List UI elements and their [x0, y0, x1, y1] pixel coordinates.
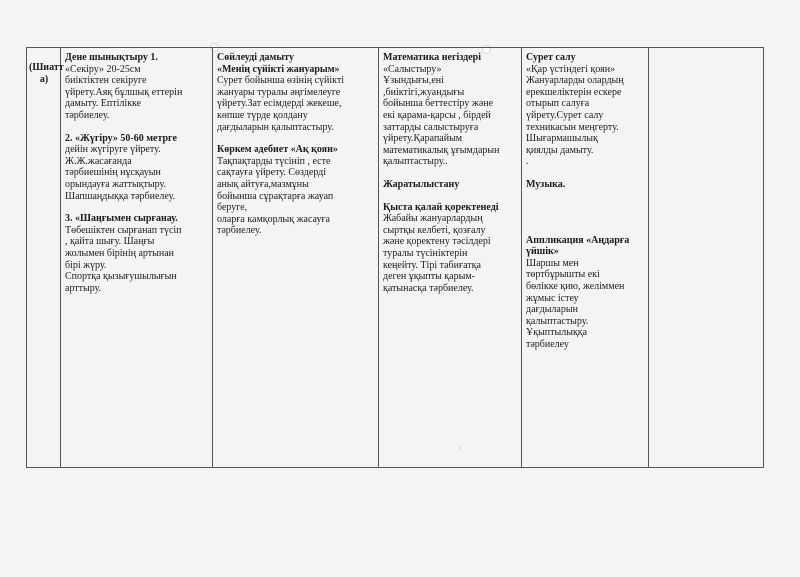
cell-text-line: жолымен бірінің артынан — [65, 247, 175, 259]
mathematics-cell — [378, 48, 521, 294]
cell-text-line: қатынасқа тәрбиелеу. — [383, 282, 474, 294]
cell-text-line: дамыту. Ептілікке — [65, 98, 142, 110]
cell-text-line: үйрету.Сурет салу — [526, 109, 604, 121]
physical-education-cell — [60, 48, 212, 294]
cell-heading: Дене шынықтыру 1. — [65, 52, 158, 63]
cell-text-line: Спортқа қызығушылығын — [65, 271, 177, 283]
day-label: (Шиатт а) — [29, 62, 64, 85]
cell-text-line: қалыптастыру.. — [383, 156, 448, 168]
line-spacer — [526, 202, 645, 213]
cell-text-line: тәрбиешінің нұсқауын — [65, 167, 161, 179]
cell-text-line: қиялды дамыту. — [526, 144, 594, 156]
cell-text-line: бірі жүру. — [65, 259, 107, 271]
cell-text-line: арттыру. — [65, 282, 102, 294]
cell-text-line: Ж.Ж.жасағанда — [65, 155, 132, 167]
lesson-plan-table — [26, 47, 764, 468]
cell-text-line: Шығармашылық — [526, 133, 598, 145]
cell-text-line: тәрбиелеу — [526, 338, 569, 350]
line-spacer — [383, 191, 518, 202]
cell-text-line: үйрету.Аяқ бұлшық еттерін — [65, 86, 183, 98]
cell-text-line: биіктіктен секіруге — [65, 75, 147, 87]
cell-text-line: отырып салуға — [526, 98, 590, 110]
cell-text-line: тәрбиелеу. — [65, 109, 110, 121]
cell-text-line: көпше түрде қолдану — [217, 109, 308, 121]
cell-heading: 2. «Жүгіру» 50-60 метрге — [65, 132, 177, 144]
cell-text-line: орындауға жаттықтыру. — [65, 178, 166, 190]
scan-speck: · — [458, 444, 461, 453]
line-spacer — [526, 168, 645, 179]
line-spacer — [526, 224, 645, 235]
cell-text-line: бөлікке қию, желіммен — [526, 280, 625, 292]
cell-text-line: деген ұқыпты қарым- — [383, 271, 475, 283]
cell-text-line: үйрету.Зат есімдерді жекеше, — [217, 98, 342, 110]
cell-text-line: Шапшаңдыққа тәрбиелеу. — [65, 190, 176, 202]
cell-text-line: Ұзындығы,ені — [383, 75, 444, 87]
cell-heading: Қыста қалай қоректенеді — [383, 201, 499, 213]
cell-heading: Жаратылыстану — [383, 178, 460, 190]
cell-text-line: бойынша беттестіру және — [383, 98, 494, 110]
cell-text-line: сыртқы келбеті, қозғалу — [383, 224, 486, 236]
cell-text-line: . — [526, 156, 529, 168]
cell-text-line: Сурет бойынша өзінің сүйікті — [217, 75, 345, 87]
cell-text-line: дағдыларын — [526, 304, 578, 316]
column-divider — [648, 48, 649, 467]
cell-text-line: екі қарама-қарсы , бірдей — [383, 109, 491, 121]
cell-text-line: Шаршы мен — [526, 257, 579, 269]
cell-text-line: анық айтуға,мазмұны — [217, 178, 309, 190]
line-spacer — [217, 133, 375, 144]
cell-text-line: жануары туралы әңгімелеуге — [217, 86, 341, 98]
cell-text-line: дағдыларын қалыптастыру. — [217, 121, 334, 133]
cell-text-line: және қоректену тәсілдері — [383, 236, 491, 248]
line-spacer — [65, 122, 209, 133]
cell-text-line: Төбешіктен сырғанап түсіп — [65, 224, 182, 236]
empty-cell — [648, 48, 765, 52]
cell-text-line: оларға камқорлық жасауға — [217, 213, 330, 225]
cell-text-line: Тақпақтарды түсініп , есте — [217, 155, 331, 167]
cell-text-line: жұмыс істеу — [526, 292, 579, 304]
cell-heading: Математика негіздері — [383, 52, 481, 63]
cell-text-line: дейін жүгіруге үйрету. — [65, 144, 161, 156]
cell-heading: «Менің сүйікті жануарым» — [217, 63, 340, 75]
cell-text-line: «Секіру» 20-25см — [65, 63, 141, 75]
cell-text-line: «Қар үстіндегі қоян» — [526, 63, 616, 75]
cell-heading: Сурет салу — [526, 52, 576, 63]
cell-text-line: заттарды салыстыруға — [383, 121, 479, 133]
art-music-cell — [521, 48, 648, 350]
cell-text-line: ,биіктігі,жуандығы — [383, 86, 465, 98]
line-spacer — [526, 191, 645, 202]
line-spacer — [65, 202, 209, 213]
cell-heading: Көркем әдебиет «Ақ қоян» — [217, 144, 338, 156]
cell-text-line: қалыптастыру. — [526, 315, 589, 327]
cell-text-line: «Салыстыру» — [383, 63, 442, 75]
cell-heading: Музыка. — [526, 178, 566, 190]
cell-heading: Сөйлеуді дамыту — [217, 52, 294, 63]
cell-text-line: техникасын меңгерту. — [526, 121, 619, 133]
line-spacer — [383, 168, 518, 179]
cell-text-line: кеңейту. Тірі табиғатқа — [383, 259, 481, 271]
cell-text-line: беруге, — [217, 202, 248, 214]
cell-text-line: тәрбиелеу. — [217, 225, 262, 237]
cell-text-line: төртбұрышты екі — [526, 269, 600, 281]
cell-heading: Аппликация «Аңдарға — [526, 234, 630, 246]
cell-text-line: бойынша сұрақтарға жауап — [217, 190, 334, 202]
cell-text-line: , қайта шығу. Шаңғы — [65, 236, 155, 248]
cell-text-line: үйрету.Қарапайым — [383, 133, 463, 145]
cell-text-line: туралы түсініктерін — [383, 247, 468, 259]
cell-text-line: Жабайы жануарлардың — [383, 213, 483, 225]
cell-text-line: ерекшеліктерін ескере — [526, 86, 622, 98]
speech-development-cell — [212, 48, 378, 237]
line-spacer — [526, 213, 645, 224]
cell-text-line: Жануарларды олардың — [526, 75, 624, 87]
cell-text-line: Ұқыптылыққа — [526, 327, 588, 339]
cell-text-line: сақтауға үйрету. Сөздерді — [217, 167, 327, 179]
cell-heading: үйшік» — [526, 246, 559, 258]
cell-text-line: математикалық ұғымдарын — [383, 144, 500, 156]
cell-heading: 3. «Шаңғымен сырғанау. — [65, 213, 178, 225]
